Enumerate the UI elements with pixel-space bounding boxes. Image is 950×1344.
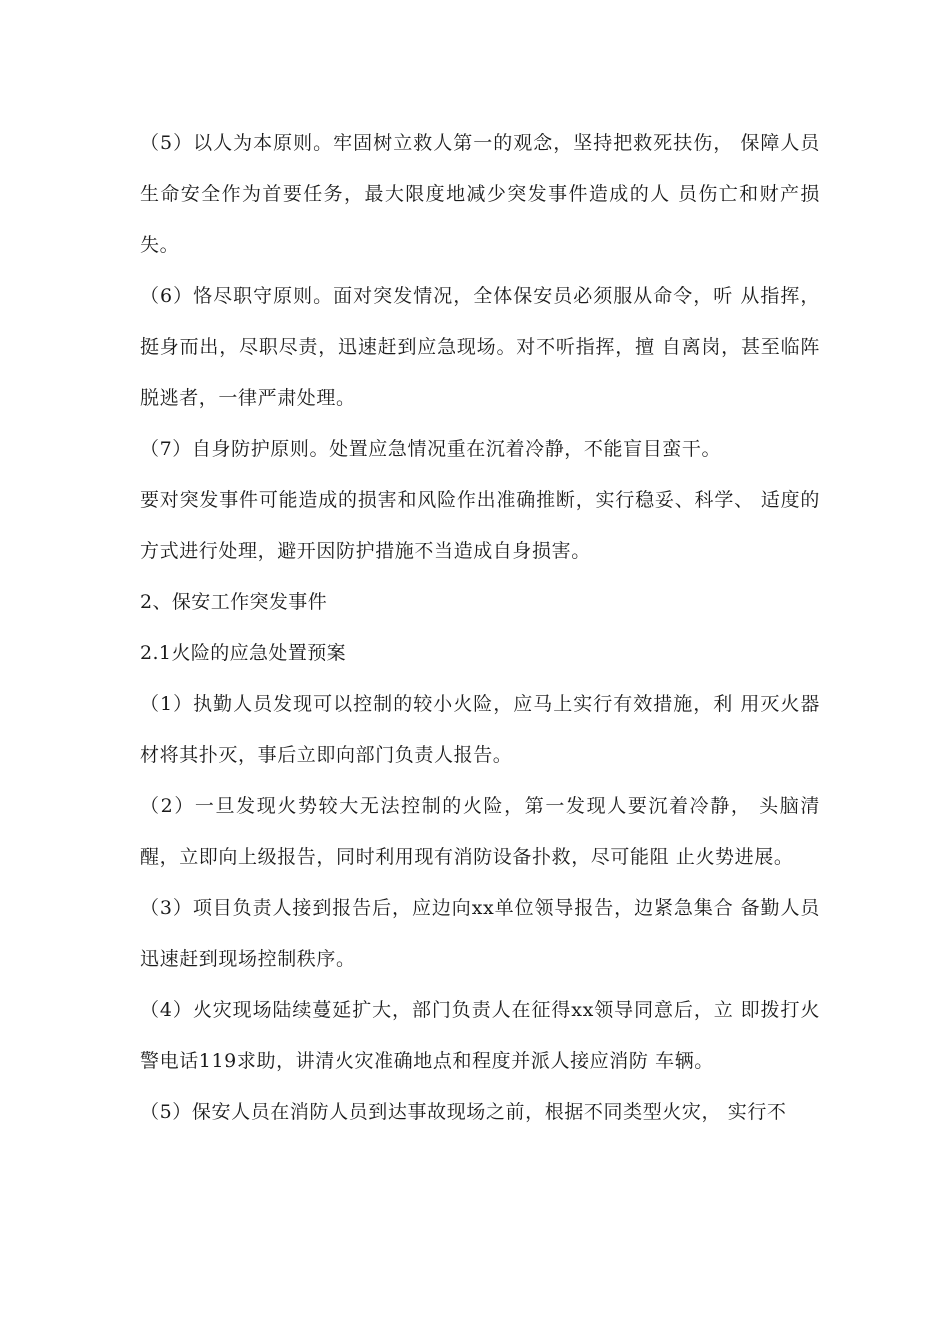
subsection-heading-2-1: 2.1火险的应急处置预案 bbox=[140, 642, 347, 664]
document-page bbox=[140, 118, 820, 1138]
paragraph-principle-5: （5）以人为本原则。牢固树立救人第一的观念，坚持把救死扶伤， 保障人员生命安全作为首要任务，最大限度地减少突发事件造成的人 员伤亡和财产损失。 bbox=[140, 132, 820, 256]
section-heading-2: 2、保安工作突发事件 bbox=[140, 591, 328, 613]
paragraph-principle-6: （6）恪尽职守原则。面对突发情况，全体保安员必须服从命令，听 从指挥，挺身而出，尽职尽责，迅速赶到应急现场。对不听指挥，擅 自离岗，甚至临阵脱逃者，一律严肃处理。 bbox=[140, 285, 820, 409]
paragraph-fire-step-2: （2）一旦发现火势较大无法控制的火险，第一发现人要沉着冷静， 头脑清醒，立即向上级报告，同时利用现有消防设备扑救，尽可能阻 止火势进展。 bbox=[140, 795, 820, 868]
paragraph-fire-step-4: （4）火灾现场陆续蔓延扩大，部门负责人在征得xx领导同意后，立 即拨打火警电话119求助，讲清火灾准确地点和程度并派人接应消防 车辆。 bbox=[140, 999, 820, 1072]
paragraph-principle-7: （7）自身防护原则。处置应急情况重在沉着冷静，不能盲目蛮干。 bbox=[140, 438, 722, 460]
paragraph-principle-7-detail: 要对突发事件可能造成的损害和风险作出准确推断，实行稳妥、科学、 适度的方式进行处理，避开因防护措施不当造成自身损害。 bbox=[140, 489, 820, 562]
paragraph-fire-step-1: （1）执勤人员发现可以控制的较小火险，应马上实行有效措施，利 用灭火器材将其扑灭，事后立即向部门负责人报告。 bbox=[140, 693, 820, 766]
paragraph-fire-step-5: （5）保安人员在消防人员到达事故现场之前，根据不同类型火灾， 实行不 bbox=[140, 1101, 787, 1123]
paragraph-fire-step-3: （3）项目负责人接到报告后，应边向xx单位领导报告，边紧急集合 备勤人员迅速赶到现场控制秩序。 bbox=[140, 897, 820, 970]
